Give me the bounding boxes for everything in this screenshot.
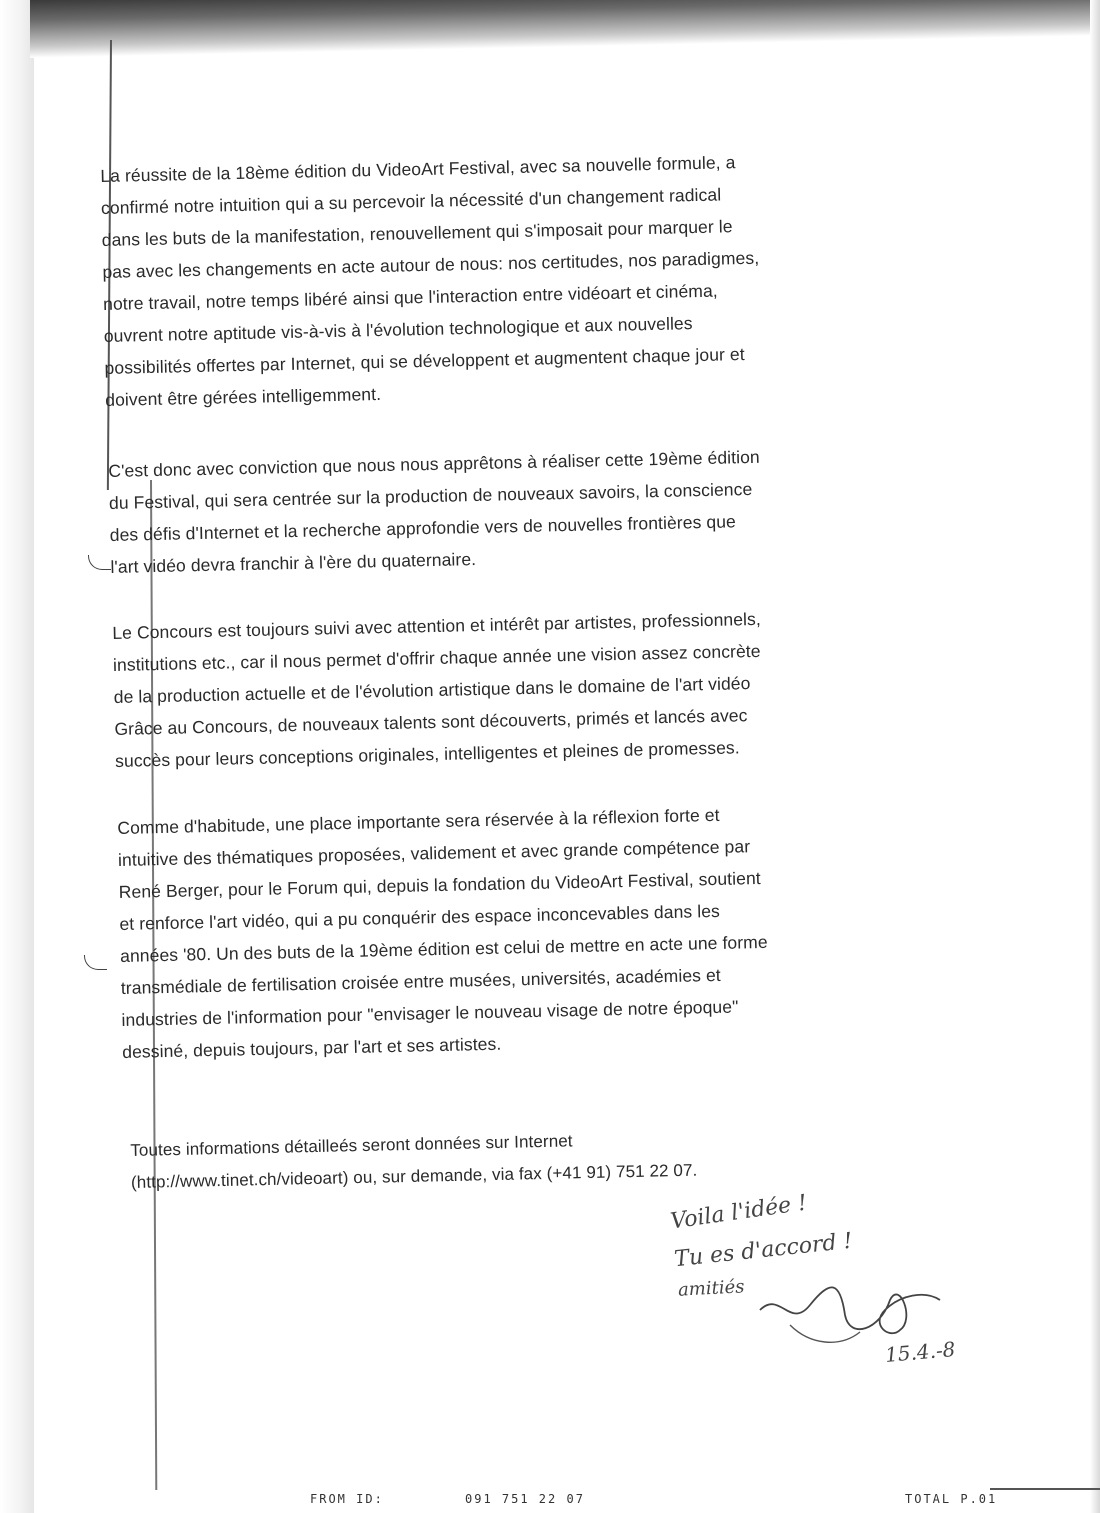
text-line: Le Concours est toujours suivi avec attention et intérêt par artistes, professionnels,	[112, 608, 762, 643]
paragraph-festival-success	[100, 142, 935, 416]
text-line: René Berger, pour le Forum qui, depuis la fondation du VideoArt Festival, soutient	[118, 867, 761, 902]
text-line: dessiné, depuis toujours, par l'art et ses artistes.	[122, 1033, 502, 1062]
text-line: du Festival, qui sera centrée sur la production de nouveaux savoirs, la conscience	[108, 478, 753, 513]
text-line: Grâce au Concours, de nouveaux talents sont découverts, primés et lancés avec	[114, 705, 748, 739]
margin-check-mark	[84, 955, 107, 970]
text-line: institutions etc., car il nous permet d'offrir chaque année une vision assez concrète	[112, 640, 761, 675]
fax-transmission-footer	[0, 1492, 1100, 1512]
text-line: intuitive des thématiques proposées, validement et avec grande compétence par	[117, 836, 751, 870]
margin-check-mark	[88, 555, 111, 570]
paragraph-contact-info	[130, 1117, 961, 1199]
text-line: confirmé notre intuition qui a su percevoir la nécessité d'un changement radical	[100, 184, 722, 218]
text-line: dans les buts de la manifestation, renouvellement qui s'imposait pour marquer le	[101, 216, 733, 250]
paragraph-forum	[117, 794, 952, 1068]
text-line: ouvrent notre aptitude vis-à-vis à l'évolution technologique et aux nouvelles	[103, 313, 693, 346]
handwritten-note	[660, 1190, 1020, 1380]
text-line: transmédiale de fertilisation croisée entre musées, universités, académies et	[120, 964, 721, 998]
text-line: Comme d'habitude, une place importante sera réservée à la réflexion forte et	[117, 804, 720, 838]
contact-url-line: (http://www.tinet.ch/videoart) ou, sur demande, via fax (+41 91) 751 22 07.	[130, 1160, 698, 1192]
text-line: doivent être gérées intelligemment.	[105, 383, 382, 410]
page-top-edge-shadow	[30, 0, 1100, 58]
handwritten-date: 15.4.-8	[884, 1336, 957, 1368]
paragraph-19th-edition	[108, 437, 941, 583]
text-line: La réussite de la 18ème édition du VideoArt Festival, avec sa nouvelle formule, a	[100, 152, 736, 186]
text-line: succès pour leurs conceptions originales, intelligentes et pleines de promesses.	[114, 737, 740, 771]
fax-total-pages: TOTAL P.01	[905, 1492, 998, 1506]
page-left-edge	[0, 0, 34, 1513]
handwritten-line: Voila l'idée !	[668, 1190, 809, 1235]
text-line: des défis d'Internet et la recherche approfondie vers de nouvelles frontières que	[109, 511, 737, 545]
fax-from-number: 091 751 22 07	[465, 1492, 585, 1506]
paragraph-concours	[112, 599, 945, 777]
text-line: pas avec les changements en acte autour de nous: nos certitudes, nos paradigmes,	[102, 247, 760, 282]
fax-from-label: FROM ID:	[310, 1492, 384, 1506]
handwritten-line: amitiés	[677, 1276, 745, 1301]
signature-icon	[750, 1270, 950, 1350]
text-line: l'art vidéo devra franchir à l'ère du quaternaire.	[110, 548, 477, 577]
handwritten-line: Tu es d'accord !	[673, 1228, 854, 1273]
text-line: industries de l'information pour "envisager le nouveau visage de notre époque"	[121, 996, 739, 1030]
page-right-edge	[1090, 0, 1100, 1513]
text-line: de la production actuelle et de l'évolution artistique dans le domaine de l'art vidéo	[113, 673, 751, 707]
text-line: possibilités offertes par Internet, qui se développent et augmentent chaque jour et	[104, 343, 745, 378]
fax-header-rule	[990, 1488, 1100, 1490]
text-line: et renforce l'art vidéo, qui a pu conquérir des espace inconcevables dans les	[119, 900, 721, 934]
text-line: Toutes informations détailleés seront données sur Internet	[130, 1131, 573, 1160]
text-line: C'est donc avec conviction que nous nous apprêtons à réaliser cette 19ème édition	[108, 446, 760, 481]
text-line: années '80. Un des buts de la 19ème édition est celui de mettre en acte une forme	[119, 931, 768, 966]
text-line: notre travail, notre temps libéré ainsi que l'interaction entre vidéoart et cinéma,	[102, 280, 718, 314]
